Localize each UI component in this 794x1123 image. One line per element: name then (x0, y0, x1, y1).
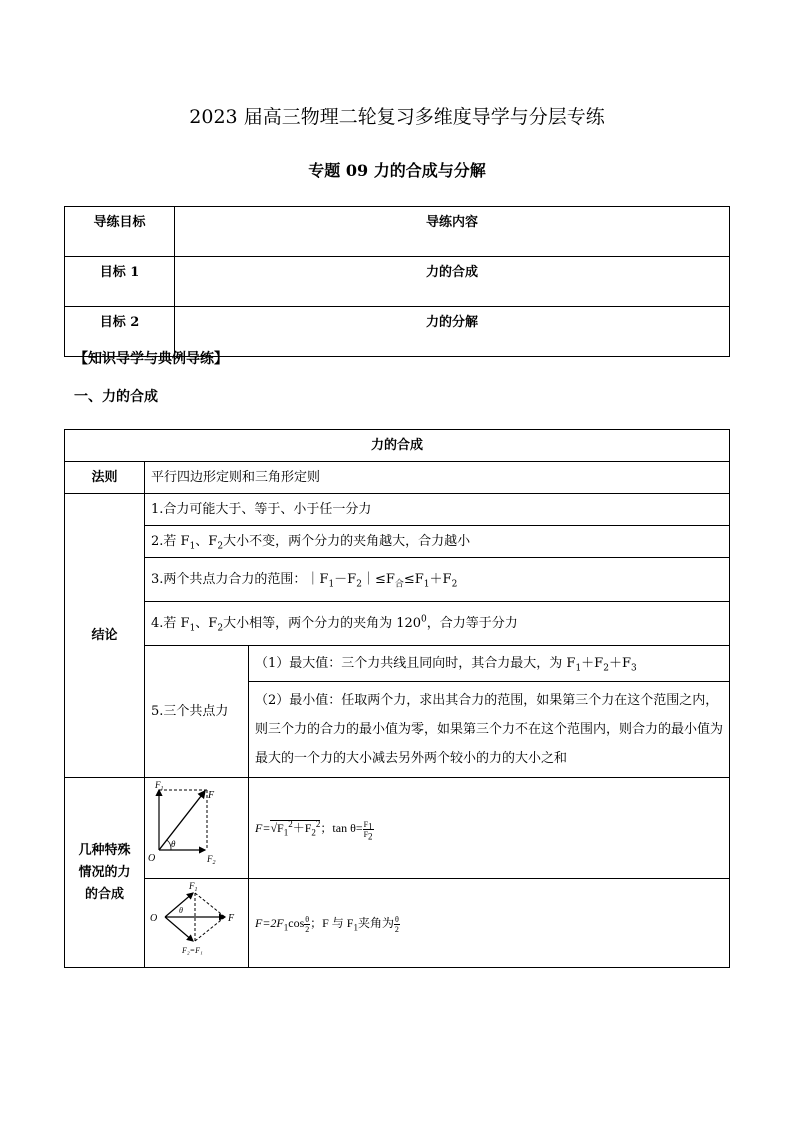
dashed-edge-bottom (195, 917, 225, 941)
rule-label-cell: 法则 (65, 462, 145, 494)
section-heading-knowledge: 【知识导学与典例导练】 (74, 351, 228, 367)
text: 2.若 F (151, 533, 190, 549)
goal-cell: 目标 1 (65, 257, 175, 307)
formula-equal (249, 879, 730, 968)
section-heading-composition: 一、力的合成 (74, 389, 158, 405)
f2-vector (165, 917, 193, 941)
fraction: $\frac{F_1}{F_2}$ (363, 819, 373, 842)
content-cell: 力的分解 (175, 307, 730, 357)
table-row (65, 879, 730, 968)
text: （1）最大值：三个力共线且同向时，其合力最大，为 F (255, 655, 576, 671)
composition-title-cell: 力的合成 (65, 430, 730, 462)
text: F= (255, 821, 271, 835)
three-forces-label: 5.三个共点力 (145, 646, 249, 778)
f-label: F (228, 913, 235, 924)
subscript: 3 (630, 663, 637, 674)
text: 4.若 F (151, 615, 190, 631)
subscript: 2 (217, 623, 224, 634)
text: 大小不变，两个分力的夹角越大，合力越小 (223, 533, 471, 549)
subscript: 1 (423, 579, 430, 590)
f2-label: $F_2$ (207, 854, 216, 866)
text: ＋F (581, 655, 604, 671)
conclusion-4 (145, 602, 730, 646)
text: 大小相等，两个分力的夹角为 120 (223, 615, 422, 631)
subscript: 2 (451, 579, 458, 590)
diagram-perpendicular-cell (145, 778, 249, 879)
special-cases-label: 几种特殊情况的力的合成 (65, 778, 145, 968)
text: ；tan θ= (320, 821, 363, 835)
subscript: 1 (283, 922, 289, 933)
text: ＋F (429, 571, 452, 587)
content-cell: 力的合成 (175, 257, 730, 307)
formula-perpendicular (249, 778, 730, 879)
conclusion-label-cell: 结论 (65, 494, 145, 778)
fraction: $\frac{\theta}{2}$ (394, 914, 399, 934)
table-row (65, 602, 730, 646)
table-row (65, 646, 730, 682)
subscript: 2 (217, 541, 224, 552)
resultant-vector (159, 791, 205, 850)
subscript: 1 (189, 623, 196, 634)
text: 、F (195, 533, 218, 549)
sqrt-expression: $√F_1^2+F_2^2$ (270, 819, 321, 838)
table-row (65, 430, 730, 462)
text: 、F (195, 615, 218, 631)
theta-label: θ (179, 906, 183, 915)
subscript: 2 (356, 579, 362, 590)
fraction: $\frac{\theta}{2}$ (305, 914, 310, 934)
goal-table (64, 206, 730, 357)
composition-table (64, 429, 730, 968)
text: －F (334, 571, 357, 587)
theta-label: θ (171, 839, 176, 849)
subscript: 合 (394, 579, 404, 590)
goal-cell: 目标 2 (65, 307, 175, 357)
equal-forces-diagram (145, 879, 245, 959)
perpendicular-forces-diagram (145, 778, 245, 870)
three-forces-max (249, 646, 730, 682)
text: ｜≤F (361, 571, 395, 587)
conclusion-1: 1.合力可能大于、等于、小于任一分力 (145, 494, 730, 526)
table-row (65, 257, 730, 307)
text: ，合力等于分力 (426, 615, 518, 631)
subscript: 1 (353, 922, 358, 933)
f-label: F (208, 790, 215, 801)
goal-header-cell: 导练目标 (65, 207, 175, 257)
table-row (65, 778, 730, 879)
text: 3.两个共点力合力的范围：｜F (151, 571, 329, 587)
content-header-cell: 导练内容 (175, 207, 730, 257)
table-row (65, 494, 730, 526)
f1-label: $F_1$ (189, 881, 198, 893)
conclusion-2 (145, 526, 730, 558)
table-row (65, 558, 730, 602)
f1-label: $F_1$ (155, 780, 164, 792)
text: F=2F (255, 916, 284, 930)
rule-text-cell: 平行四边形定则和三角形定则 (145, 462, 730, 494)
text: ；F 与 F (310, 916, 354, 930)
text: 夹角为 (357, 916, 394, 930)
conclusion-3 (145, 558, 730, 602)
origin-label: O (148, 853, 156, 864)
subscript: 2 (603, 663, 609, 674)
three-forces-min: （2）最小值：任取两个力，求出其合力的范围，如果第三个力在这个范围之内，则三个力的合力的最小值为零，如果第三个力不在这个范围内，则合力的最小值为最大的一个力的大小减去另外两个较小的力的大小之和 (249, 682, 730, 778)
table-row (65, 462, 730, 494)
text: ≤F (403, 571, 424, 587)
page-subtitle: 专题 09 力的合成与分解 (308, 161, 486, 180)
goal-table-header (65, 207, 730, 257)
subscript: 1 (575, 663, 582, 674)
subscript: 1 (189, 541, 196, 552)
dashed-edge-top (195, 893, 225, 917)
subscript: 1 (328, 579, 335, 590)
text: cos (288, 916, 305, 930)
text: ＋F (608, 655, 631, 671)
f2-equals-f1-label: F₂=F₁ (182, 946, 203, 955)
superscript: 0 (421, 614, 427, 625)
table-row (65, 526, 730, 558)
origin-label: O (150, 913, 158, 924)
diagram-equal-cell (145, 879, 249, 968)
page-title: 2023 届高三物理二轮复习多维度导学与分层专练 (189, 106, 605, 128)
